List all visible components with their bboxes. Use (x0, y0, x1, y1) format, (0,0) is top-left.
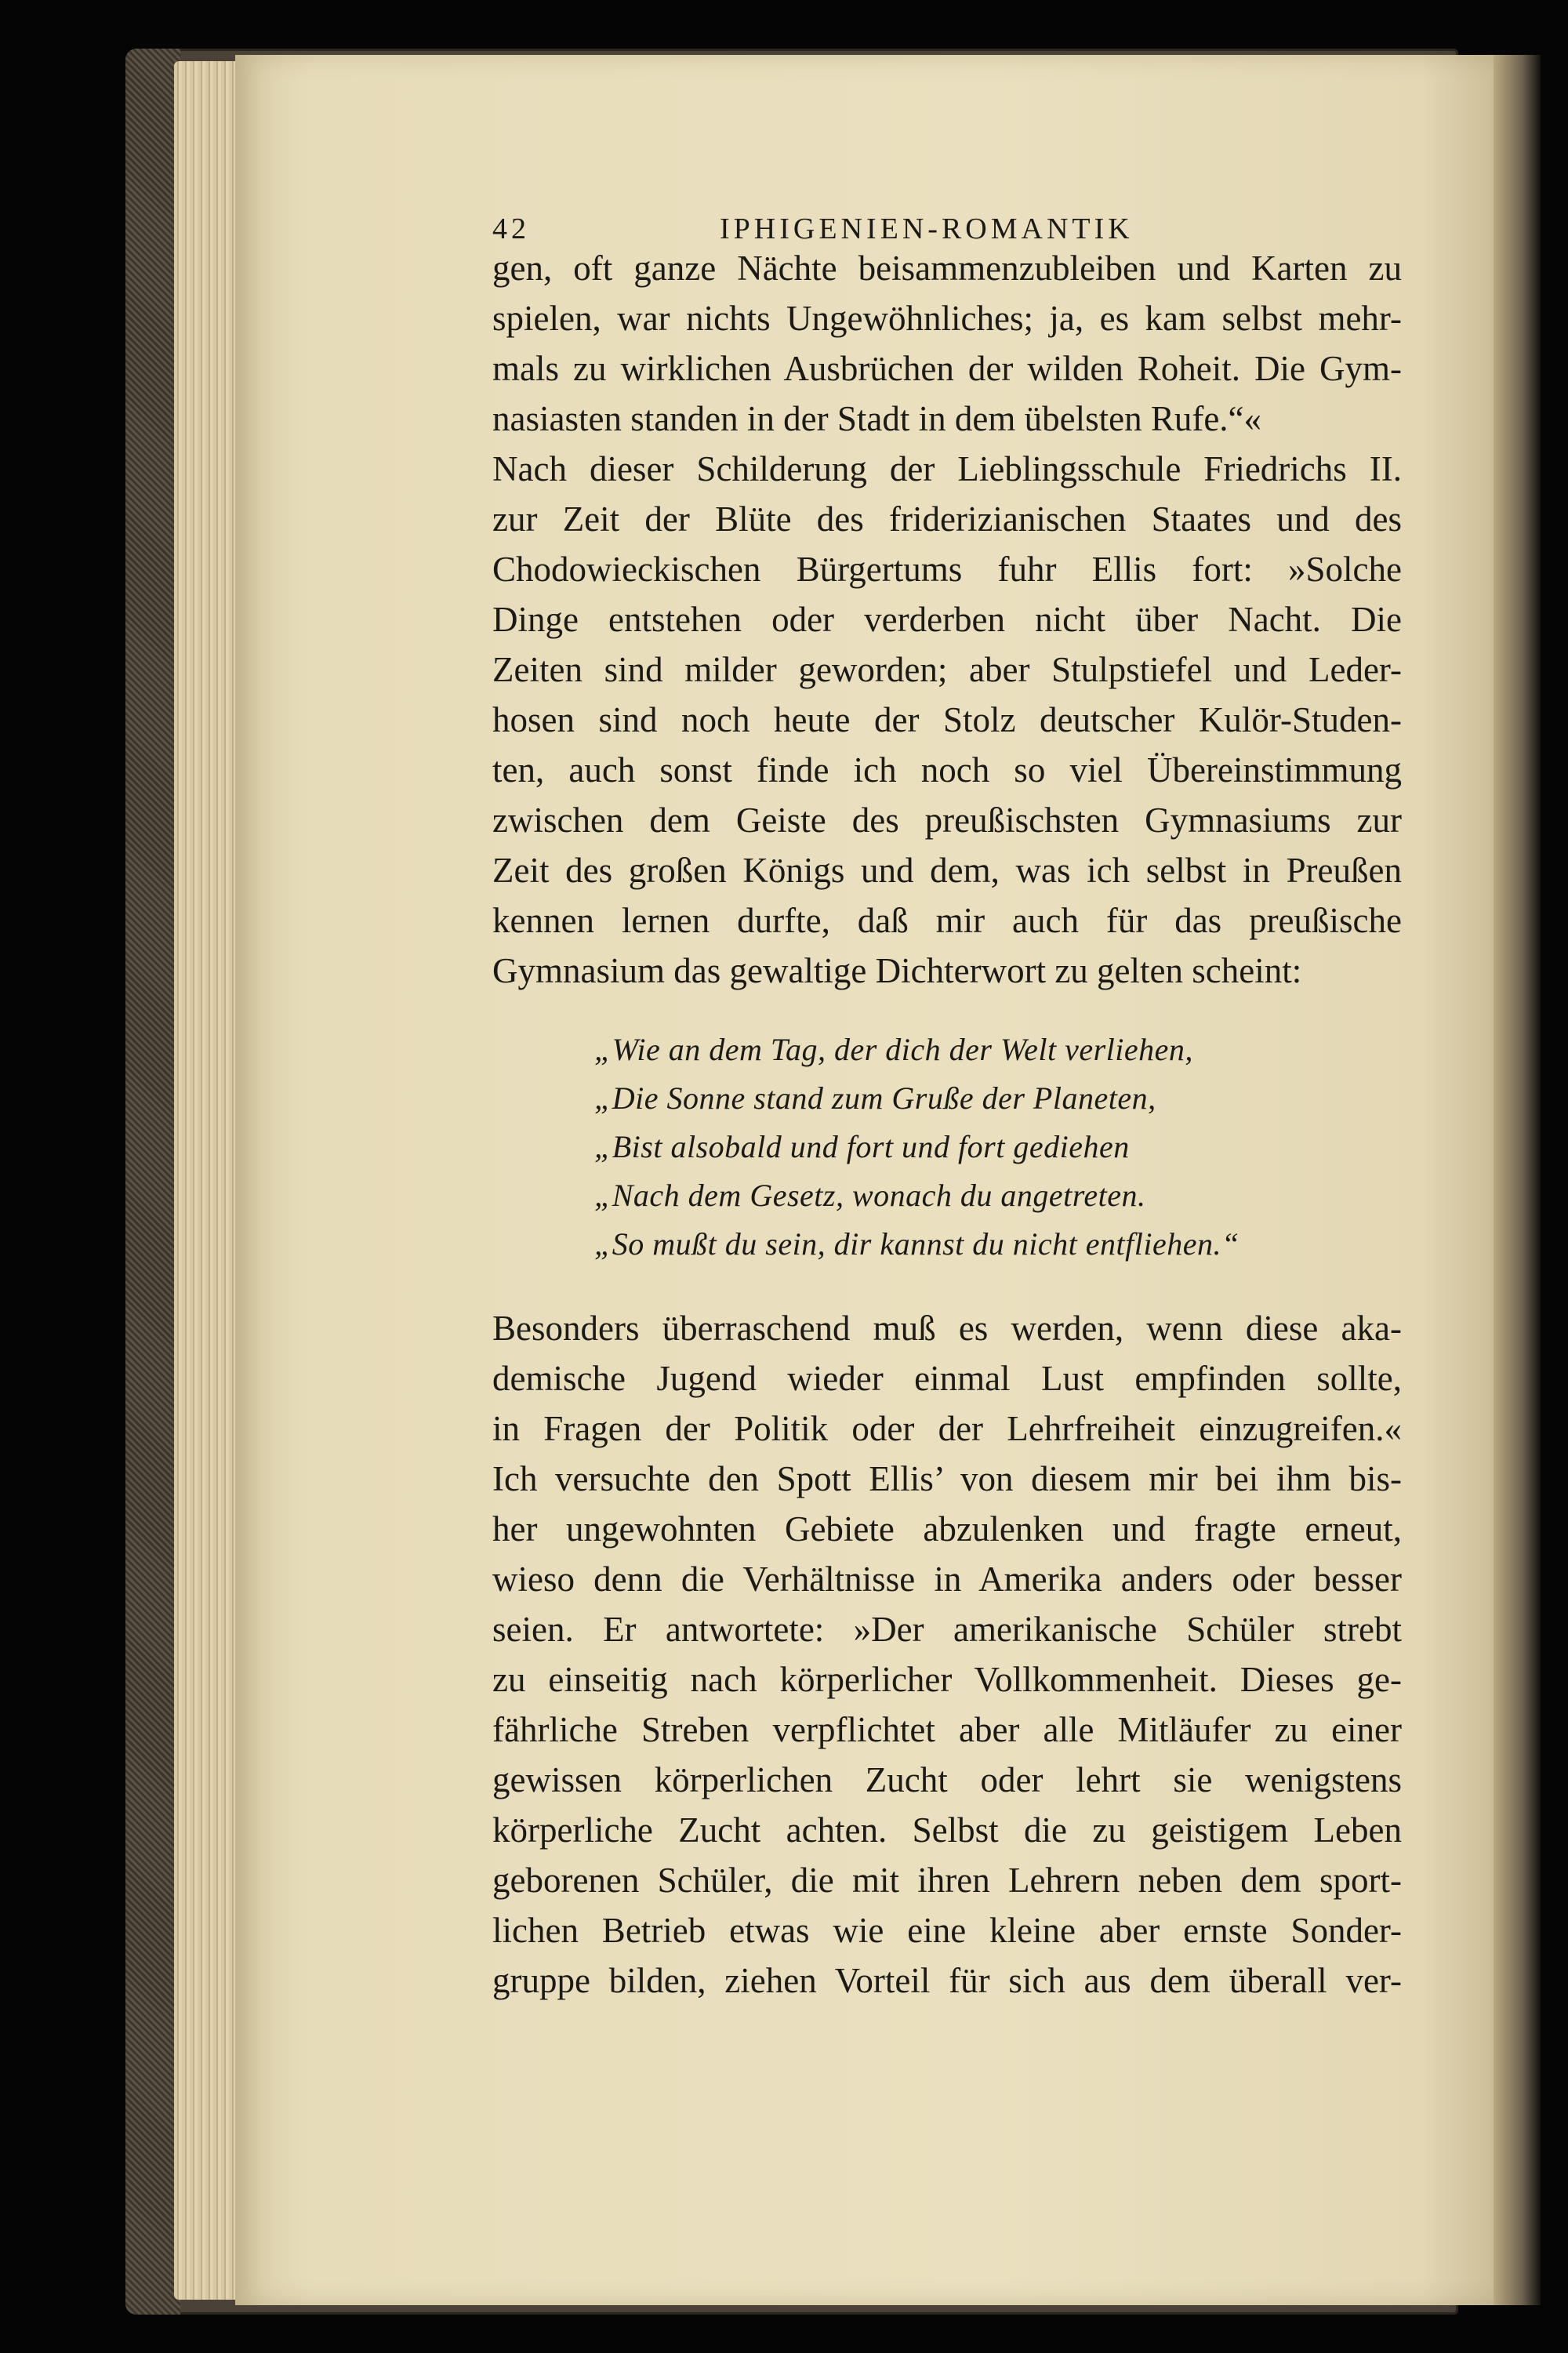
text-line: in Fragen der Politik oder der Lehrfreiheit einzugreifen.« (492, 1409, 1402, 1448)
page-edges (174, 61, 245, 2300)
text-line: nasiasten standen in der Stadt in dem übelsten Rufe.“« (492, 399, 1262, 438)
text-line: her ungewohnten Gebiete abzulenken und fragte erneut, (492, 1509, 1402, 1549)
text-line: Gymnasium das gewaltige Dichterwort zu gelten scheint: (492, 951, 1302, 990)
text-line: kennen lernen durfte, daß mir auch für das preußische (492, 901, 1402, 940)
text-line: wieso denn die Verhältnisse in Amerika anders oder besser (492, 1560, 1402, 1599)
running-title: IPHIGENIEN-ROMANTIK (720, 212, 1134, 245)
gutter-shadow (1494, 55, 1541, 2305)
verse-line: „Die Sonne stand zum Gruße der Planeten, (594, 1080, 1156, 1116)
text-line: hosen sind noch heute der Stolz deutscher Kulör-Studen- (492, 700, 1402, 739)
text-line: Nach dieser Schilderung der Lieblingsschule Friedrichs II. (492, 449, 1402, 488)
cover-cloth-texture (125, 49, 180, 2315)
text-line: ten, auch sonst finde ich noch so viel Übereinstimmung (492, 750, 1402, 790)
running-head (492, 196, 1402, 243)
verse-line: „Bist alsobald und fort und fort gediehen (594, 1129, 1130, 1164)
verse-quote (492, 1026, 1402, 1269)
text-line: Besonders überraschend muß es werden, wenn diese aka- (492, 1309, 1402, 1348)
text-line: Chodowieckischen Bürgertums fuhr Ellis fort: »Solche (492, 550, 1402, 589)
text-line: körperliche Zucht achten. Selbst die zu geistigem Leben (492, 1810, 1402, 1850)
verse-line: „Nach dem Gesetz, wonach du angetreten. (594, 1178, 1146, 1213)
text-line: Ich versuchte den Spott Ellis’ von diesem mir bei ihm bis- (492, 1459, 1402, 1498)
text-line: zwischen dem Geiste des preußischsten Gymnasiums zur (492, 801, 1402, 840)
text-line: fährliche Streben verpflichtet aber alle Mitläufer zu einer (492, 1710, 1402, 1749)
text-line: gen, oft ganze Nächte beisammenzubleiben und Karten zu (492, 249, 1402, 288)
text-line: seien. Er antwortete: »Der amerikanische Schüler strebt (492, 1610, 1402, 1649)
paragraph-2 (492, 1303, 1402, 2006)
text-line: spielen, war nichts Ungewöhnliches; ja, es kam selbst mehr- (492, 299, 1402, 338)
paragraph-1 (492, 243, 1402, 996)
text-line: gruppe bilden, ziehen Vorteil für sich aus dem überall ver- (492, 1961, 1402, 2000)
text-line: zur Zeit der Blüte des friderizianischen Staates und des (492, 499, 1402, 539)
text-line: Dinge entstehen oder verderben nicht über Nacht. Die (492, 600, 1402, 639)
text-line: gewissen körperlichen Zucht oder lehrt sie wenigstens (492, 1760, 1402, 1799)
text-line: geborenen Schüler, die mit ihren Lehrern neben dem sport- (492, 1861, 1402, 1900)
text-line: demische Jugend wieder einmal Lust empfinden sollte, (492, 1359, 1402, 1398)
verse-line: „So mußt du sein, dir kannst du nicht entfliehen.“ (594, 1226, 1240, 1262)
page-number: 42 (492, 212, 530, 245)
text-line: mals zu wirklichen Ausbrüchen der wilden Roheit. Die Gym- (492, 349, 1402, 388)
text-line: lichen Betrieb etwas wie eine kleine aber ernste Sonder- (492, 1911, 1402, 1950)
text-line: zu einseitig nach körperlicher Vollkommenheit. Dieses ge- (492, 1660, 1402, 1699)
verse-line: „Wie an dem Tag, der dich der Welt verliehen, (594, 1032, 1193, 1067)
text-line: Zeiten sind milder geworden; aber Stulpstiefel und Leder- (492, 650, 1402, 689)
page-text (492, 196, 1402, 2006)
text-line: Zeit des großen Königs und dem, was ich selbst in Preußen (492, 851, 1402, 890)
